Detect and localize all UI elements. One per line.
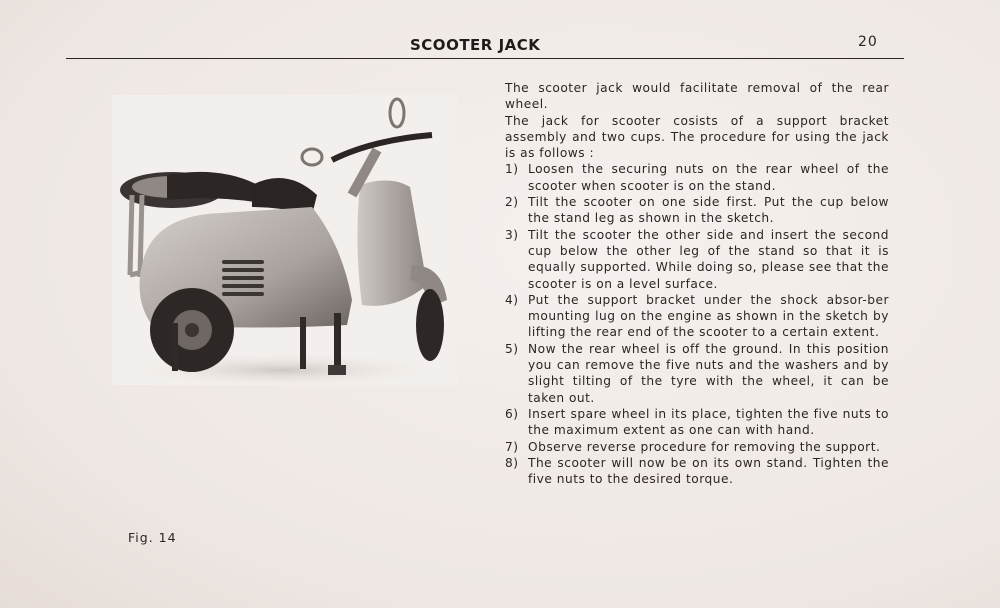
step-item [505, 292, 889, 341]
intro-paragraph: The jack for scooter cosists of a support bracket assembly and two cups. The procedure for using the jack is as follows : [505, 113, 889, 161]
step-number: 2) [505, 195, 519, 210]
step-number: 7) [505, 439, 519, 454]
step-number: 8) [505, 455, 519, 470]
header-rule [66, 58, 904, 59]
step-text: Put the support bracket under the shock absor-ber mounting lug on the engine as shown in the sketch by lifting the rear end of the scooter to a certain extent. [528, 292, 889, 340]
step-number: 6) [505, 406, 519, 421]
step-item [505, 227, 889, 292]
step-text: Observe reverse procedure for removing the support. [528, 439, 881, 454]
procedure-steps [505, 161, 889, 487]
page-number: 20 [858, 34, 878, 50]
step-text: Insert spare wheel in its place, tighten the five nuts to the maximum extent as one can with hand. [528, 406, 889, 438]
step-number: 4) [505, 292, 519, 307]
step-text: Now the rear wheel is off the ground. In this position you can remove the five nuts and the washers and by slight tilting of the tyre with the wheel, it can be taken out. [528, 341, 889, 405]
step-number: 3) [505, 227, 519, 242]
intro-paragraph: The scooter jack would facilitate removal of the rear wheel. [505, 81, 889, 112]
instructions-column [505, 80, 889, 487]
step-item [505, 161, 889, 194]
scooter-photo [112, 95, 457, 385]
step-text: Loosen the securing nuts on the rear wheel of the scooter when scooter is on the stand. [528, 162, 889, 193]
step-text: Tilt the scooter the other side and insert the second cup below the other leg of the stand so that it is equally supported. While doing so, please see that the scooter is on a level surface. [528, 227, 889, 291]
step-item [505, 455, 889, 488]
step-number: 5) [505, 341, 519, 356]
step-item [505, 341, 889, 406]
step-number: 1) [505, 162, 519, 177]
step-item [505, 194, 889, 227]
step-text: The scooter will now be on its own stand. Tighten the five nuts to the desired torque. [528, 455, 889, 487]
step-item [505, 406, 889, 439]
figure-caption: Fig. 14 [128, 530, 177, 545]
step-item [505, 439, 889, 455]
step-text: Tilt the scooter on one side first. Put the cup below the stand leg as shown in the sketch. [528, 195, 889, 226]
page-title: SCOOTER JACK [410, 36, 541, 54]
